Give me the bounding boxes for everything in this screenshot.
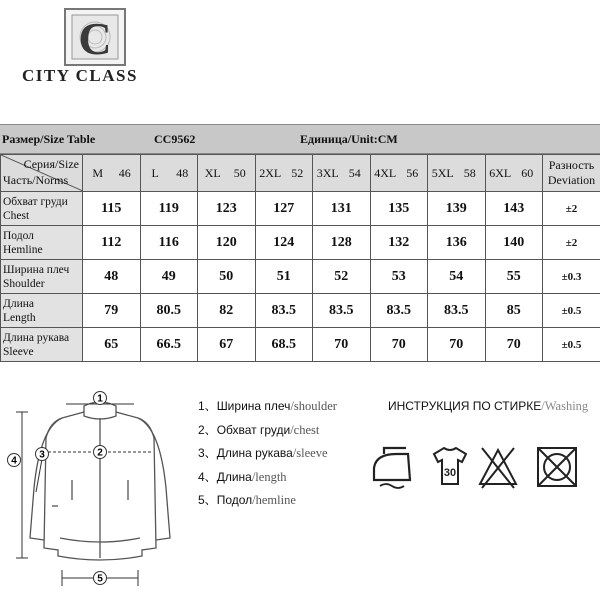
legend-item-hemline: 5、Подол/hemline xyxy=(198,493,296,507)
size-header-cell: 3XL 54 xyxy=(313,155,371,192)
table-row xyxy=(1,192,600,226)
legend-item-sleeve: 3、Длина рукава/sleeve xyxy=(198,446,328,460)
table-row xyxy=(1,226,600,260)
size-value-cell: 136 xyxy=(428,226,486,260)
size-header-cell: 5XL 58 xyxy=(428,155,486,192)
size-value-cell: 54 xyxy=(428,260,486,294)
svg-text:30: 30 xyxy=(443,467,457,479)
legend-item-shoulder: 1、Ширина плеч/shoulder xyxy=(198,399,337,413)
size-value-cell: 79 xyxy=(83,294,141,328)
legend-item-length: 4、Длина/length xyxy=(198,469,287,484)
row-label: Ширина плеч Shoulder xyxy=(1,260,83,294)
unit-label: Единица/Unit:CM xyxy=(300,132,398,146)
logo-letter: C xyxy=(78,13,112,64)
size-value-cell: 70 xyxy=(313,328,371,362)
size-value-cell: 83.5 xyxy=(370,294,428,328)
size-table-section xyxy=(0,124,600,362)
size-value-cell: 135 xyxy=(370,192,428,226)
marker-4: 4 xyxy=(11,455,17,467)
size-header-cell: XL 50 xyxy=(198,155,256,192)
table-row xyxy=(1,294,600,328)
size-value-cell: 112 xyxy=(83,226,141,260)
size-value-cell: 139 xyxy=(428,192,486,226)
size-header-cell: M 46 xyxy=(83,155,141,192)
size-value-cell: 80.5 xyxy=(140,294,198,328)
row-label: Длина Length xyxy=(1,294,83,328)
legend-item-chest: 2、Обхват груди/chest xyxy=(198,422,320,437)
size-value-cell: 67 xyxy=(198,328,256,362)
size-header-row xyxy=(1,155,600,192)
model-number: CC9562 xyxy=(154,132,196,146)
row-label: Обхват груди Chest xyxy=(1,192,83,226)
size-value-cell: 115 xyxy=(83,192,141,226)
size-table xyxy=(0,154,600,362)
deviation-cell: ±0.3 xyxy=(543,260,600,294)
jacket-sketch xyxy=(0,388,190,600)
hand-wash-icon xyxy=(434,448,466,484)
table-header-bar xyxy=(0,124,600,154)
size-value-cell: 50 xyxy=(198,260,256,294)
size-table-title: Размер/Size Table xyxy=(2,132,96,146)
measurement-legend xyxy=(198,395,337,513)
size-value-cell: 83.5 xyxy=(313,294,371,328)
deviation-cell: ±0.5 xyxy=(543,328,600,362)
size-value-cell: 49 xyxy=(140,260,198,294)
deviation-header: Разность Deviation xyxy=(543,155,600,192)
no-bleach-icon xyxy=(480,448,516,488)
table-row xyxy=(1,260,600,294)
table-row xyxy=(1,328,600,362)
deviation-cell: ±2 xyxy=(543,192,600,226)
brand-logo xyxy=(64,8,126,66)
deviation-cell: ±0.5 xyxy=(543,294,600,328)
size-value-cell: 120 xyxy=(198,226,256,260)
marker-1: 1 xyxy=(97,393,103,405)
size-value-cell: 127 xyxy=(255,192,313,226)
size-value-cell: 82 xyxy=(198,294,256,328)
size-value-cell: 124 xyxy=(255,226,313,260)
deviation-cell: ±2 xyxy=(543,226,600,260)
size-value-cell: 85 xyxy=(485,294,543,328)
size-value-cell: 52 xyxy=(313,260,371,294)
size-value-cell: 83.5 xyxy=(428,294,486,328)
size-value-cell: 132 xyxy=(370,226,428,260)
size-value-cell: 143 xyxy=(485,192,543,226)
size-header-cell: 6XL 60 xyxy=(485,155,543,192)
marker-5: 5 xyxy=(97,573,103,585)
marker-2: 2 xyxy=(97,447,103,459)
size-value-cell: 70 xyxy=(428,328,486,362)
marker-3: 3 xyxy=(39,449,45,461)
size-header-cell: 2XL 52 xyxy=(255,155,313,192)
size-value-cell: 68.5 xyxy=(255,328,313,362)
size-value-cell: 48 xyxy=(83,260,141,294)
no-tumble-dry-icon xyxy=(538,448,576,486)
size-value-cell: 66.5 xyxy=(140,328,198,362)
row-label: Подол Hemline xyxy=(1,226,83,260)
size-value-cell: 65 xyxy=(83,328,141,362)
size-value-cell: 128 xyxy=(313,226,371,260)
size-value-cell: 131 xyxy=(313,192,371,226)
size-value-cell: 83.5 xyxy=(255,294,313,328)
logo-emblem-icon xyxy=(66,10,124,64)
size-value-cell: 70 xyxy=(485,328,543,362)
size-value-cell: 51 xyxy=(255,260,313,294)
washing-title: ИНСТРУКЦИЯ ПО СТИРКЕ/Washing xyxy=(388,399,589,413)
size-value-cell: 116 xyxy=(140,226,198,260)
size-header-cell: 4XL 56 xyxy=(370,155,428,192)
size-header-cell: L 48 xyxy=(140,155,198,192)
size-value-cell: 53 xyxy=(370,260,428,294)
size-value-cell: 140 xyxy=(485,226,543,260)
iron-icon xyxy=(374,448,410,488)
brand-name: CITY CLASS xyxy=(22,66,138,85)
corner-cell: Серия/Size Часть/Norms xyxy=(1,155,83,192)
washing-icons xyxy=(366,440,596,492)
row-label: Длина рукава Sleeve xyxy=(1,328,83,362)
size-value-cell: 70 xyxy=(370,328,428,362)
size-value-cell: 119 xyxy=(140,192,198,226)
size-value-cell: 55 xyxy=(485,260,543,294)
size-value-cell: 123 xyxy=(198,192,256,226)
